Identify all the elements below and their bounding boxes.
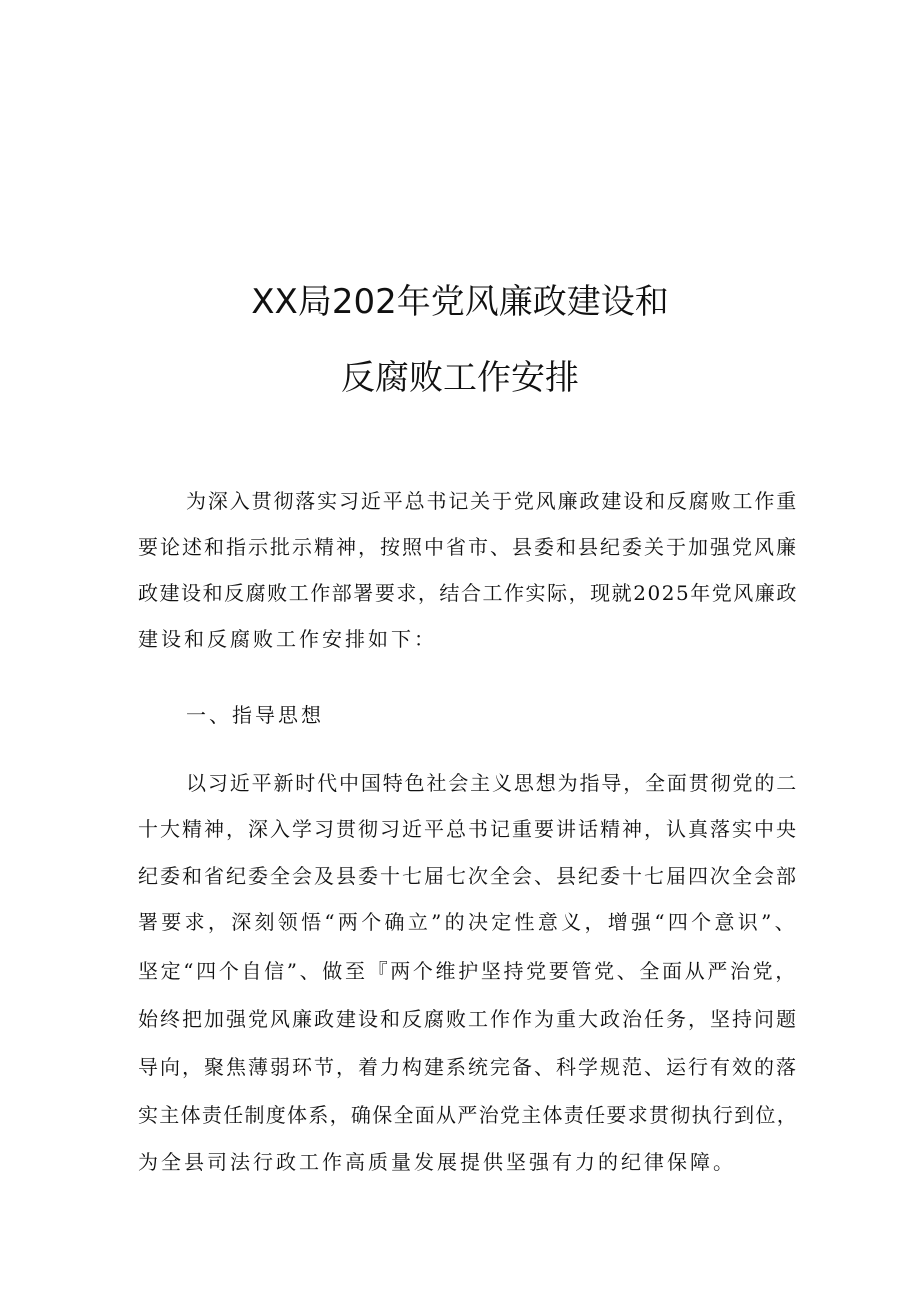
section-heading-guiding-thought: 一、指导思想: [186, 703, 324, 727]
section1-line-4: 署要求，深刻领悟“两个确立”的决定性意义，增强“四个意识”、: [138, 910, 798, 934]
section1-line-1: 以习近平新时代中国特色社会主义思想为指导，全面贯彻党的二: [186, 771, 799, 795]
section1-line-6: 始终把加强党风廉政建设和反腐败工作作为重大政治任务，坚持问题: [138, 1007, 798, 1031]
section1-line-3: 纪委和省纪委全会及县委十七届七次全会、县纪委十七届四次全会部: [138, 864, 798, 888]
intro-line-3: 政建设和反腐败工作部署要求，结合工作实际，现就2025年党风廉政: [138, 581, 798, 605]
section1-line-2: 十大精神，深入学习贯彻习近平总书记重要讲话精神，认真落实中央: [138, 817, 798, 841]
document-title-line-2: 反腐败工作安排: [341, 358, 579, 398]
intro-line-2: 要论述和指示批示精神，按照中省市、县委和县纪委关于加强党风廉: [138, 535, 798, 559]
section1-line-9: 为全县司法行政工作高质量发展提供坚强有力的纪律保障。: [138, 1150, 736, 1174]
intro-line-1: 为深入贯彻落实习近平总书记关于党风廉政建设和反腐败工作重: [186, 489, 799, 513]
intro-line-4: 建设和反腐败工作安排如下：: [138, 627, 437, 651]
section1-line-7: 导向，聚焦薄弱环节，着力构建系统完备、科学规范、运行有效的落: [138, 1055, 798, 1079]
section1-line-8: 实主体责任制度体系，确保全面从严治党主体责任要求贯彻执行到位，: [138, 1103, 798, 1127]
section1-line-5: 坚定“四个自信”、做至『两个维护坚持党要管党、全面从严治党，: [138, 959, 798, 983]
document-title-line-1: XX局202年党风廉政建设和: [251, 282, 669, 322]
